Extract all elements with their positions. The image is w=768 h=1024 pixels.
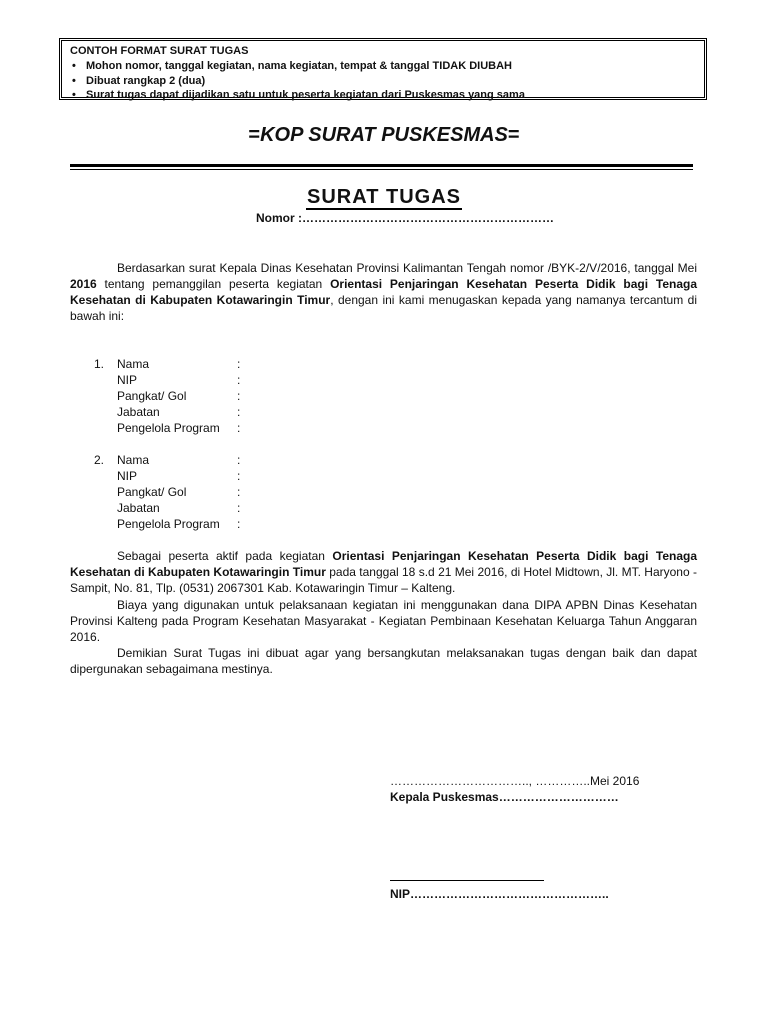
notice-bullet: • Mohon nomor, tanggal kegiatan, nama kegiatan, tempat & tanggal TIDAK DIUBAH <box>72 60 512 72</box>
field-label: Jabatan <box>117 501 160 515</box>
field-label: Pengelola Program <box>117 421 220 435</box>
field-colon: : <box>237 453 241 467</box>
signature-place-date: …………………………….., …………..Mei 2016 <box>390 774 640 788</box>
signature-line <box>390 880 544 881</box>
field-colon: : <box>237 357 241 371</box>
field-label: NIP <box>117 469 138 483</box>
bullet-icon: • <box>72 74 76 87</box>
letterhead-rule-thin <box>70 169 693 170</box>
notice-bullet: • Dibuat rangkap 2 (dua) <box>72 74 206 87</box>
field-label: Jabatan <box>117 405 160 419</box>
field-colon: : <box>237 485 241 499</box>
field-label: Nama <box>117 453 150 467</box>
notice-title: CONTOH FORMAT SURAT TUGAS <box>70 45 249 57</box>
person-number: 2. <box>94 453 105 467</box>
field-colon: : <box>237 405 241 419</box>
field-label: Pengelola Program <box>117 517 220 531</box>
field-label: Pangkat/ Gol <box>117 485 187 499</box>
notice-bullet: • Surat tugas dapat dijadikan satu untuk peserta kegiatan dari Puskesmas yang sama <box>72 89 525 101</box>
paragraph-participation: Sebagai peserta aktif pada kegiatan Orientasi Penjaringan Kesehatan Peserta Didik bagi Tenaga Kesehatan di Kabupaten Kotawaringin Timur pada tanggal 18 s.d 21 Mei 2016, di Hotel Midtown, Jl. MT. Haryono - Sampit, No. 81, Tlp. (0531) 2067301 Kab. Kotawaringin Timur – Kalteng. <box>70 549 698 595</box>
signature-role: Kepala Puskesmas………………………… <box>390 790 619 804</box>
document-title: SURAT TUGAS <box>307 186 461 208</box>
paragraph-funding: Biaya yang digunakan untuk pelaksanaan kegiatan ini menggunakan dana DIPA APBN Dinas Kesehatan Provinsi Kalteng pada Program Kesehatan Masyarakat - Kegiatan Pembinaan Kesehatan Keluarga Tahun Anggaran 2016. <box>70 598 697 644</box>
field-colon: : <box>237 373 241 387</box>
field-colon: : <box>237 421 241 435</box>
signature-nip: NIP………………………………………….. <box>390 887 609 901</box>
bullet-icon: • <box>72 60 76 72</box>
field-colon: : <box>237 501 241 515</box>
letterhead-rule-thick <box>70 164 693 167</box>
person-number: 1. <box>94 357 105 371</box>
paragraph-closing: Demikian Surat Tugas ini dibuat agar yang bersangkutan melaksanakan tugas dengan baik dan dapat dipergunakan sebagaimana mestinya. <box>70 646 697 676</box>
notice-list <box>70 59 696 103</box>
letterhead-placeholder: =KOP SURAT PUSKESMAS= <box>248 124 520 146</box>
bullet-icon: • <box>72 89 76 101</box>
field-label: Nama <box>117 357 150 371</box>
field-colon: : <box>237 517 241 531</box>
field-colon: : <box>237 469 241 483</box>
format-notice-box <box>59 38 707 100</box>
document-number: Nomor :……………………………………………………… <box>256 211 554 225</box>
field-label: Pangkat/ Gol <box>117 389 187 403</box>
paragraph-reference: Berdasarkan surat Kepala Dinas Kesehatan Provinsi Kalimantan Tengah nomor /BYK-2/V/2016, tanggal Mei 2016 tentang pemanggilan peserta kegiatan Orientasi Penjaringan Kesehatan Peserta Didik bagi Tenaga Kesehatan di Kabupaten Kotawaringin Timur, dengan ini kami menugaskan kepada yang namanya tercantum di bawah ini: <box>70 261 697 323</box>
field-label: NIP <box>117 373 138 387</box>
field-colon: : <box>237 389 241 403</box>
